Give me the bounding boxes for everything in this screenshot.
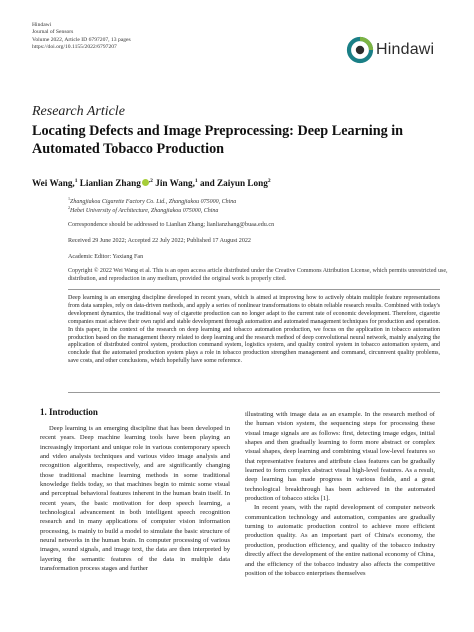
body-paragraph: illustrating with image data as an example. In the research method of the human vision system, the sequencing steps for processing these visual image signals are as follows: first, detecting image edges, initial shapes and then gradually learning to form more abstract or complex visual shapes, deep learning and combining visual low-level features so that representative features and attribute class features can be gradually learned to form complex abstract visual high-level features. As a result, deep learning has made progress in various fields, and a great technological breakthrough has been achieved in the automated production of tobacco sticks [1].	[245, 411, 435, 503]
abstract-text: Deep learning is an emerging discipline developed in recent years, which is aimed at improving how to actively obtain multiple feature representations from data samples, rely on data-driven methods, and apply a series of nonlinear transformations to obtain reliable research results. Combined with today's development dynamics, the traditional way of cigarette production can no longer adapt to the current rate of economic development. Therefore, cigarette companies must achieve their own rapid and stable development through automation and automated management techniques for production and operation. In this paper, in the context of the research on deep learning and tobacco automation production, we focus on the application in tobacco automation production based on the management theory related to deep learning and the research method of deep convolutional neural network, mainly analyzing the application of distributed control system, production command system, logistics system, and quality control system in tobacco automation system, and conclude that the automated production system plays a role in tobacco production strengthen management and command, circumvent quality problems, save costs, and other conclusions, which hopefully have some reference.	[68, 295, 440, 365]
author-name[interactable]: Jin Wang,	[155, 178, 195, 189]
article-title: Locating Defects and Image Preprocessing: Deep Learning in Automated Tobacco Production	[32, 123, 404, 157]
doi-link[interactable]: https://doi.org/10.1155/2022/6797207	[32, 44, 117, 51]
journal-meta	[32, 22, 131, 52]
body-paragraph: In recent years, with the rapid development of computer network communication technology and automation, companies are gradually turning to automatic production control to achieve more efficient production quality. As an important part of China's economy, the production, production efficiency, and quality of the tobacco industry directly affect the development of the entire national economy of China, and the efficiency of the tobacco industry also affects the competitive position of the tobacco enterprises themselves	[245, 504, 435, 577]
affiliation-2	[68, 205, 218, 214]
journal-name: Journal of Sensors	[32, 29, 74, 36]
license-text: Copyright © 2022 Wei Wang et al. This is an open access article distributed under the Creative Commons Attribution License, which permits unrestricted use, distribution, and reproduction in any medium, provided the original work is properly cited.	[68, 268, 448, 282]
academic-editor: Academic Editor: Yaxiang Fan	[68, 254, 144, 260]
volume-line: Volume 2022, Article ID 6797207, 13 pages	[32, 36, 131, 43]
affiliation-sup: 1	[68, 196, 70, 201]
affiliation-1	[68, 196, 236, 205]
author-sup: ,2	[148, 178, 153, 184]
author-name[interactable]: Lianlian Zhang	[79, 178, 141, 189]
section-heading-introduction: 1. Introduction	[40, 407, 98, 417]
hindawi-logo-icon	[346, 36, 374, 64]
author-sup: 2	[267, 178, 271, 184]
article-dates: Received 29 June 2022; Accepted 22 July 2022; Published 17 August 2022	[68, 238, 251, 244]
affiliation-text: Hebei University of Architecture, Zhangjiakou 075000, China	[70, 208, 219, 214]
abstract-bottom-divider	[68, 392, 440, 393]
body-column-right	[245, 410, 435, 578]
orcid-icon[interactable]	[142, 179, 149, 186]
affiliation-text: Zhangjiakou Cigarette Factory Co. Ltd., Zhangjiakou 075000, China	[70, 199, 237, 205]
author-sup: 1	[194, 178, 198, 184]
author-list	[32, 178, 271, 188]
abstract-top-divider	[68, 289, 440, 290]
publisher-name: Hindawi	[32, 22, 52, 28]
body-column-left	[40, 424, 230, 574]
affiliation-sup: 2	[68, 205, 70, 210]
author-sup: 1	[74, 178, 78, 184]
author-name[interactable]: and Zaiyun Long	[199, 178, 268, 189]
article-type: Research Article	[32, 104, 125, 119]
author-name[interactable]: Wei Wang,	[32, 178, 75, 189]
logo-wordmark: Hindawi	[376, 41, 435, 58]
hindawi-logo	[346, 36, 446, 64]
body-paragraph: Deep learning is an emerging discipline that has been developed in recent years. Deep machine learning tools have been playing an increasingly important and unique role in various contemporary speech and video analysis techniques and various video image analysis and recognition algorithms, respectively, and are significantly changing those traditional machine learning methods in some traditional knowledge fields today, so that machines begin to mimic some visual and perceptual behavioral features inherent in the human brain itself. In recent years, the basic motivation for deep speech learning, a technological advancement in both intelligent speech recognition research and in many applications of computer vision information processing, is mainly to build a model to simulate the basic structure of neural networks in the human brain. In computer processing of various images, sound signals, and image text, the data are then interpreted by layering the semantic features of the data in multiple data transformation process stages and further	[40, 425, 230, 573]
correspondence: Correspondence should be addressed to Lianlian Zhang; lianlianzhang@buaa.edu.cn	[68, 222, 275, 228]
